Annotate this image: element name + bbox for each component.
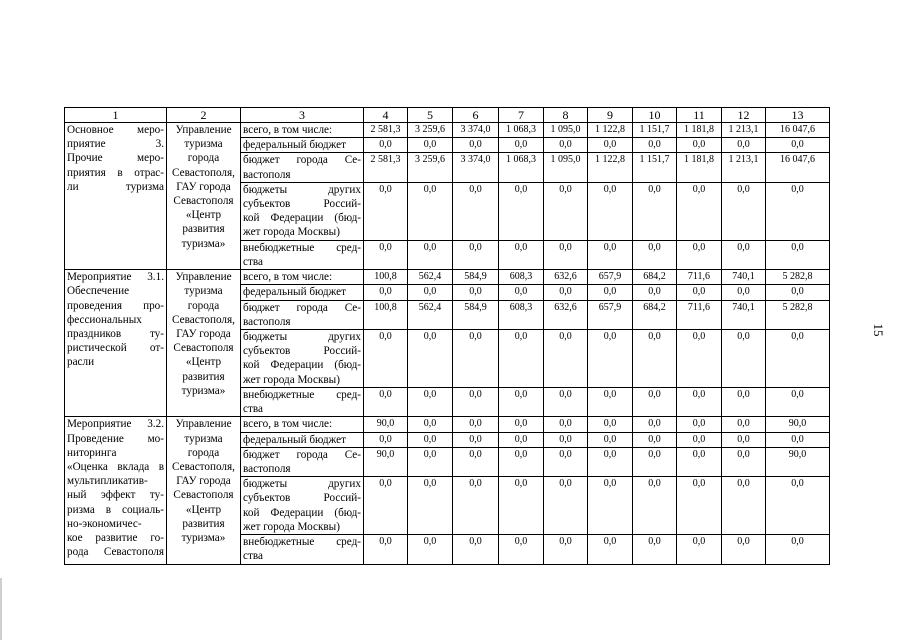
text-line: туризма	[184, 285, 223, 298]
amount-cell: 0,0	[453, 388, 499, 417]
funding-source	[241, 182, 364, 240]
text-line: «Оценка вклада в	[67, 461, 164, 474]
funding-source	[241, 477, 364, 535]
amount-cell: 0,0	[408, 477, 453, 535]
amount-cell: 0,0	[633, 240, 677, 269]
column-header: 5	[408, 108, 453, 123]
amount-cell: 0,0	[453, 477, 499, 535]
amount-cell: 1 213,1	[722, 153, 766, 182]
amount-cell: 0,0	[544, 432, 588, 447]
text-line: Управление	[175, 418, 232, 431]
text-line: праздников ту-	[67, 328, 164, 341]
amount-cell: 0,0	[588, 535, 633, 564]
amount-cell: 0,0	[453, 447, 499, 476]
text-line: города	[187, 446, 220, 459]
text-line: всего, в том числе:	[243, 124, 333, 136]
amount-cell: 0,0	[364, 388, 408, 417]
text-line: ГАУ города	[176, 328, 231, 341]
amount-cell: 740,1	[722, 300, 766, 329]
amount-cell: 0,0	[633, 388, 677, 417]
amount-cell: 0,0	[766, 432, 830, 447]
amount-cell: 0,0	[722, 330, 766, 388]
amount-cell: 0,0	[544, 285, 588, 300]
text-line: туризма»	[181, 532, 226, 545]
text-line: Севастополя,	[172, 166, 235, 179]
amount-cell: 0,0	[722, 477, 766, 535]
text-line: туризма	[184, 432, 223, 445]
amount-cell: 0,0	[408, 417, 453, 432]
text-line: города	[187, 152, 220, 165]
text-line: субъектов Россий-	[243, 345, 361, 358]
amount-cell: 0,0	[544, 182, 588, 240]
amount-cell: 0,0	[544, 535, 588, 564]
amount-cell: 0,0	[722, 285, 766, 300]
amount-cell: 0,0	[544, 417, 588, 432]
funding-source	[241, 330, 364, 388]
amount-cell: 0,0	[499, 285, 544, 300]
text-line: Обеспечение	[67, 285, 130, 298]
amount-cell: 0,0	[766, 388, 830, 417]
text-line: но-экономичес-	[67, 517, 142, 530]
text-line: вастополя	[243, 315, 291, 328]
amount-cell: 3 374,0	[453, 123, 499, 138]
amount-cell: 1 181,8	[677, 153, 722, 182]
amount-cell: 0,0	[453, 285, 499, 300]
activity-name	[65, 123, 167, 270]
funding-source	[241, 535, 364, 564]
amount-cell: 0,0	[588, 182, 633, 240]
text-line: «Центр	[185, 503, 222, 516]
amount-cell: 0,0	[453, 138, 499, 153]
text-line: туризма»	[181, 237, 226, 250]
amount-cell: 0,0	[766, 535, 830, 564]
text-line: города	[187, 299, 220, 312]
text-line: Севастополя	[173, 342, 234, 355]
amount-cell: 90,0	[766, 417, 830, 432]
text-line: Прочие меро-	[67, 152, 164, 165]
text-line: ристической от-	[67, 342, 164, 355]
text-line: внебюджетные сред-	[243, 241, 361, 254]
text-line: приятия в отрас-	[67, 166, 164, 179]
amount-cell: 0,0	[633, 432, 677, 447]
text-line: ризма в социаль-	[67, 503, 164, 516]
text-line: «Центр	[185, 356, 222, 369]
text-line: кой Федерации (бюд-	[243, 506, 361, 519]
amount-cell: 0,0	[408, 330, 453, 388]
text-line: развития	[182, 370, 225, 383]
amount-cell: 0,0	[677, 477, 722, 535]
amount-cell: 100,8	[364, 300, 408, 329]
amount-cell: 0,0	[588, 432, 633, 447]
amount-cell: 0,0	[408, 535, 453, 564]
funding-source	[241, 447, 364, 476]
amount-cell: 1 122,8	[588, 123, 633, 138]
text-line: расли	[67, 356, 95, 369]
amount-cell: 0,0	[633, 447, 677, 476]
amount-cell: 562,4	[408, 270, 453, 285]
amount-cell: 0,0	[364, 432, 408, 447]
table-body	[65, 108, 830, 565]
text-line: кой Федерации (бюд-	[243, 212, 361, 225]
amount-cell: 0,0	[408, 447, 453, 476]
amount-cell: 562,4	[408, 300, 453, 329]
text-line: Севастополя,	[172, 461, 235, 474]
amount-cell: 1 095,0	[544, 123, 588, 138]
amount-cell: 0,0	[499, 432, 544, 447]
funding-source	[241, 153, 364, 182]
amount-cell: 0,0	[364, 138, 408, 153]
page-number: 15	[871, 323, 886, 337]
column-header: 12	[722, 108, 766, 123]
amount-cell: 16 047,6	[766, 153, 830, 182]
text-line: приятие 3.	[67, 138, 164, 151]
amount-cell: 0,0	[677, 432, 722, 447]
activity-name	[65, 417, 167, 564]
text-line: всего, в том числе:	[243, 271, 333, 284]
amount-cell: 0,0	[453, 417, 499, 432]
column-header: 7	[499, 108, 544, 123]
text-line: федеральный бюджет	[243, 433, 346, 446]
text-line: Управление	[175, 271, 232, 284]
text-line: внебюджетные сред-	[243, 536, 361, 549]
text-line: фессиональных	[67, 313, 142, 326]
amount-cell: 0,0	[677, 138, 722, 153]
amount-cell: 0,0	[588, 388, 633, 417]
text-line: бюджет города Се-	[243, 301, 361, 314]
amount-cell: 2 581,3	[364, 123, 408, 138]
amount-cell: 0,0	[722, 535, 766, 564]
funding-source	[241, 138, 364, 153]
amount-cell: 0,0	[633, 417, 677, 432]
amount-cell: 3 374,0	[453, 153, 499, 182]
amount-cell: 0,0	[453, 240, 499, 269]
amount-cell: 0,0	[453, 330, 499, 388]
table-row	[65, 417, 830, 432]
amount-cell: 5 282,8	[766, 300, 830, 329]
amount-cell: 0,0	[544, 447, 588, 476]
amount-cell: 0,0	[633, 477, 677, 535]
amount-cell: 0,0	[722, 182, 766, 240]
text-line: развития	[182, 223, 225, 236]
amount-cell: 0,0	[677, 447, 722, 476]
table-row	[65, 123, 830, 138]
column-header: 2	[167, 108, 241, 123]
amount-cell: 90,0	[364, 417, 408, 432]
text-line: Севастополя,	[172, 313, 235, 326]
amount-cell: 0,0	[408, 388, 453, 417]
amount-cell: 0,0	[633, 138, 677, 153]
text-line: бюджет города Се-	[243, 448, 361, 461]
amount-cell: 0,0	[499, 330, 544, 388]
text-line: Основное меро-	[67, 124, 164, 136]
executor	[167, 417, 241, 564]
column-header: 6	[453, 108, 499, 123]
text-line: субъектов Россий-	[243, 492, 361, 505]
amount-cell: 0,0	[499, 182, 544, 240]
text-line: ГАУ города	[176, 180, 231, 193]
text-line: жет города Москвы)	[243, 520, 340, 533]
text-line: ства	[243, 403, 263, 416]
amount-cell: 584,9	[453, 300, 499, 329]
text-line: Управление	[175, 124, 232, 136]
text-line: бюджеты других	[243, 331, 361, 344]
text-line: бюджеты других	[243, 183, 361, 196]
amount-cell: 0,0	[364, 535, 408, 564]
text-line: Мероприятие 3.2.	[67, 418, 164, 431]
column-header: 1	[65, 108, 167, 123]
amount-cell: 0,0	[499, 447, 544, 476]
text-line: рода Севастополя	[67, 546, 164, 559]
text-line: жет города Москвы)	[243, 226, 340, 239]
text-line: ства	[243, 550, 263, 563]
text-line: бюджет города Се-	[243, 154, 361, 167]
amount-cell: 0,0	[766, 330, 830, 388]
text-line: федеральный бюджет	[243, 139, 346, 152]
amount-cell: 0,0	[453, 182, 499, 240]
amount-cell: 100,8	[364, 270, 408, 285]
funding-source	[241, 270, 364, 285]
text-line: Севастополя	[173, 195, 234, 208]
amount-cell: 608,3	[499, 300, 544, 329]
amount-cell: 16 047,6	[766, 123, 830, 138]
amount-cell: 711,6	[677, 300, 722, 329]
amount-cell: 90,0	[364, 447, 408, 476]
activity-name	[65, 270, 167, 417]
amount-cell: 3 259,6	[408, 123, 453, 138]
amount-cell: 1 151,7	[633, 153, 677, 182]
amount-cell: 0,0	[588, 330, 633, 388]
amount-cell: 608,3	[499, 270, 544, 285]
amount-cell: 0,0	[677, 417, 722, 432]
amount-cell: 684,2	[633, 300, 677, 329]
text-line: ли туризма	[67, 180, 164, 193]
amount-cell: 0,0	[588, 285, 633, 300]
amount-cell: 0,0	[364, 330, 408, 388]
amount-cell: 0,0	[499, 138, 544, 153]
amount-cell: 0,0	[766, 182, 830, 240]
amount-cell: 0,0	[633, 285, 677, 300]
amount-cell: 740,1	[722, 270, 766, 285]
amount-cell: 0,0	[677, 535, 722, 564]
amount-cell: 0,0	[722, 240, 766, 269]
amount-cell: 0,0	[677, 285, 722, 300]
amount-cell: 0,0	[722, 138, 766, 153]
amount-cell: 584,9	[453, 270, 499, 285]
amount-cell: 0,0	[364, 240, 408, 269]
amount-cell: 0,0	[766, 477, 830, 535]
amount-cell: 0,0	[766, 138, 830, 153]
column-header: 13	[766, 108, 830, 123]
amount-cell: 1 068,3	[499, 153, 544, 182]
amount-cell: 0,0	[588, 417, 633, 432]
amount-cell: 632,6	[544, 270, 588, 285]
amount-cell: 0,0	[677, 240, 722, 269]
funding-source	[241, 388, 364, 417]
text-line: вастополя	[243, 168, 291, 181]
amount-cell: 0,0	[544, 477, 588, 535]
amount-cell: 632,6	[544, 300, 588, 329]
text-line: жет города Москвы)	[243, 373, 340, 386]
text-line: кое развитие го-	[67, 532, 164, 545]
text-line: развития	[182, 517, 225, 530]
amount-cell: 0,0	[544, 330, 588, 388]
amount-cell: 0,0	[364, 285, 408, 300]
amount-cell: 0,0	[544, 240, 588, 269]
amount-cell: 0,0	[677, 330, 722, 388]
column-header: 9	[588, 108, 633, 123]
scan-edge-mark	[0, 578, 2, 640]
text-line: мультипликатив-	[67, 475, 148, 488]
amount-cell: 1 068,3	[499, 123, 544, 138]
column-header: 8	[544, 108, 588, 123]
amount-cell: 0,0	[588, 477, 633, 535]
amount-cell: 0,0	[766, 285, 830, 300]
column-header: 3	[241, 108, 364, 123]
amount-cell: 0,0	[588, 447, 633, 476]
amount-cell: 711,6	[677, 270, 722, 285]
amount-cell: 0,0	[408, 240, 453, 269]
amount-cell: 0,0	[588, 138, 633, 153]
amount-cell: 657,9	[588, 270, 633, 285]
amount-cell: 0,0	[453, 432, 499, 447]
column-header: 4	[364, 108, 408, 123]
text-line: туризма	[184, 138, 223, 151]
amount-cell: 1 213,1	[722, 123, 766, 138]
text-line: вастополя	[243, 463, 291, 476]
amount-cell: 0,0	[633, 330, 677, 388]
executor	[167, 123, 241, 270]
amount-cell: 0,0	[722, 447, 766, 476]
funding-source	[241, 417, 364, 432]
text-line: бюджеты других	[243, 478, 361, 491]
amount-cell: 0,0	[677, 388, 722, 417]
text-line: всего, в том числе:	[243, 418, 333, 431]
amount-cell: 0,0	[364, 182, 408, 240]
amount-cell: 3 259,6	[408, 153, 453, 182]
text-line: ниторинга	[67, 446, 117, 459]
funding-source	[241, 432, 364, 447]
text-line: внебюджетные сред-	[243, 389, 361, 402]
amount-cell: 0,0	[677, 182, 722, 240]
amount-cell: 0,0	[588, 240, 633, 269]
amount-cell: 0,0	[766, 240, 830, 269]
text-line: Севастополя	[173, 489, 234, 502]
amount-cell: 1 151,7	[633, 123, 677, 138]
amount-cell: 0,0	[722, 417, 766, 432]
amount-cell: 5 282,8	[766, 270, 830, 285]
amount-cell: 0,0	[633, 535, 677, 564]
text-line: субъектов Россий-	[243, 198, 361, 211]
amount-cell: 0,0	[408, 285, 453, 300]
text-line: Проведение мо-	[67, 432, 164, 445]
amount-cell: 0,0	[499, 388, 544, 417]
amount-cell: 0,0	[364, 477, 408, 535]
text-line: ГАУ города	[176, 475, 231, 488]
header-row	[65, 108, 830, 123]
amount-cell: 0,0	[499, 417, 544, 432]
amount-cell: 0,0	[544, 388, 588, 417]
funding-source	[241, 123, 364, 138]
text-line: проведения про-	[67, 299, 164, 312]
text-line: кой Федерации (бюд-	[243, 359, 361, 372]
amount-cell: 0,0	[408, 138, 453, 153]
amount-cell: 657,9	[588, 300, 633, 329]
amount-cell: 0,0	[408, 182, 453, 240]
amount-cell: 0,0	[544, 138, 588, 153]
amount-cell: 1 181,8	[677, 123, 722, 138]
text-line: «Центр	[185, 209, 222, 222]
text-line: туризма»	[181, 384, 226, 397]
budget-table	[64, 107, 830, 565]
amount-cell: 90,0	[766, 447, 830, 476]
column-header: 11	[677, 108, 722, 123]
amount-cell: 2 581,3	[364, 153, 408, 182]
amount-cell: 1 095,0	[544, 153, 588, 182]
text-line: ный эффект ту-	[67, 489, 164, 502]
text-line: федеральный бюджет	[243, 286, 346, 299]
funding-source	[241, 285, 364, 300]
text-line: ства	[243, 256, 263, 269]
text-line: Мероприятие 3.1.	[67, 271, 164, 284]
executor	[167, 270, 241, 417]
column-header: 10	[633, 108, 677, 123]
funding-source	[241, 240, 364, 269]
amount-cell: 684,2	[633, 270, 677, 285]
amount-cell: 0,0	[499, 535, 544, 564]
amount-cell: 0,0	[722, 432, 766, 447]
funding-source	[241, 300, 364, 329]
amount-cell: 0,0	[499, 477, 544, 535]
amount-cell: 0,0	[499, 240, 544, 269]
amount-cell: 1 122,8	[588, 153, 633, 182]
amount-cell: 0,0	[408, 432, 453, 447]
table-row	[65, 270, 830, 285]
amount-cell: 0,0	[453, 535, 499, 564]
amount-cell: 0,0	[722, 388, 766, 417]
amount-cell: 0,0	[633, 182, 677, 240]
